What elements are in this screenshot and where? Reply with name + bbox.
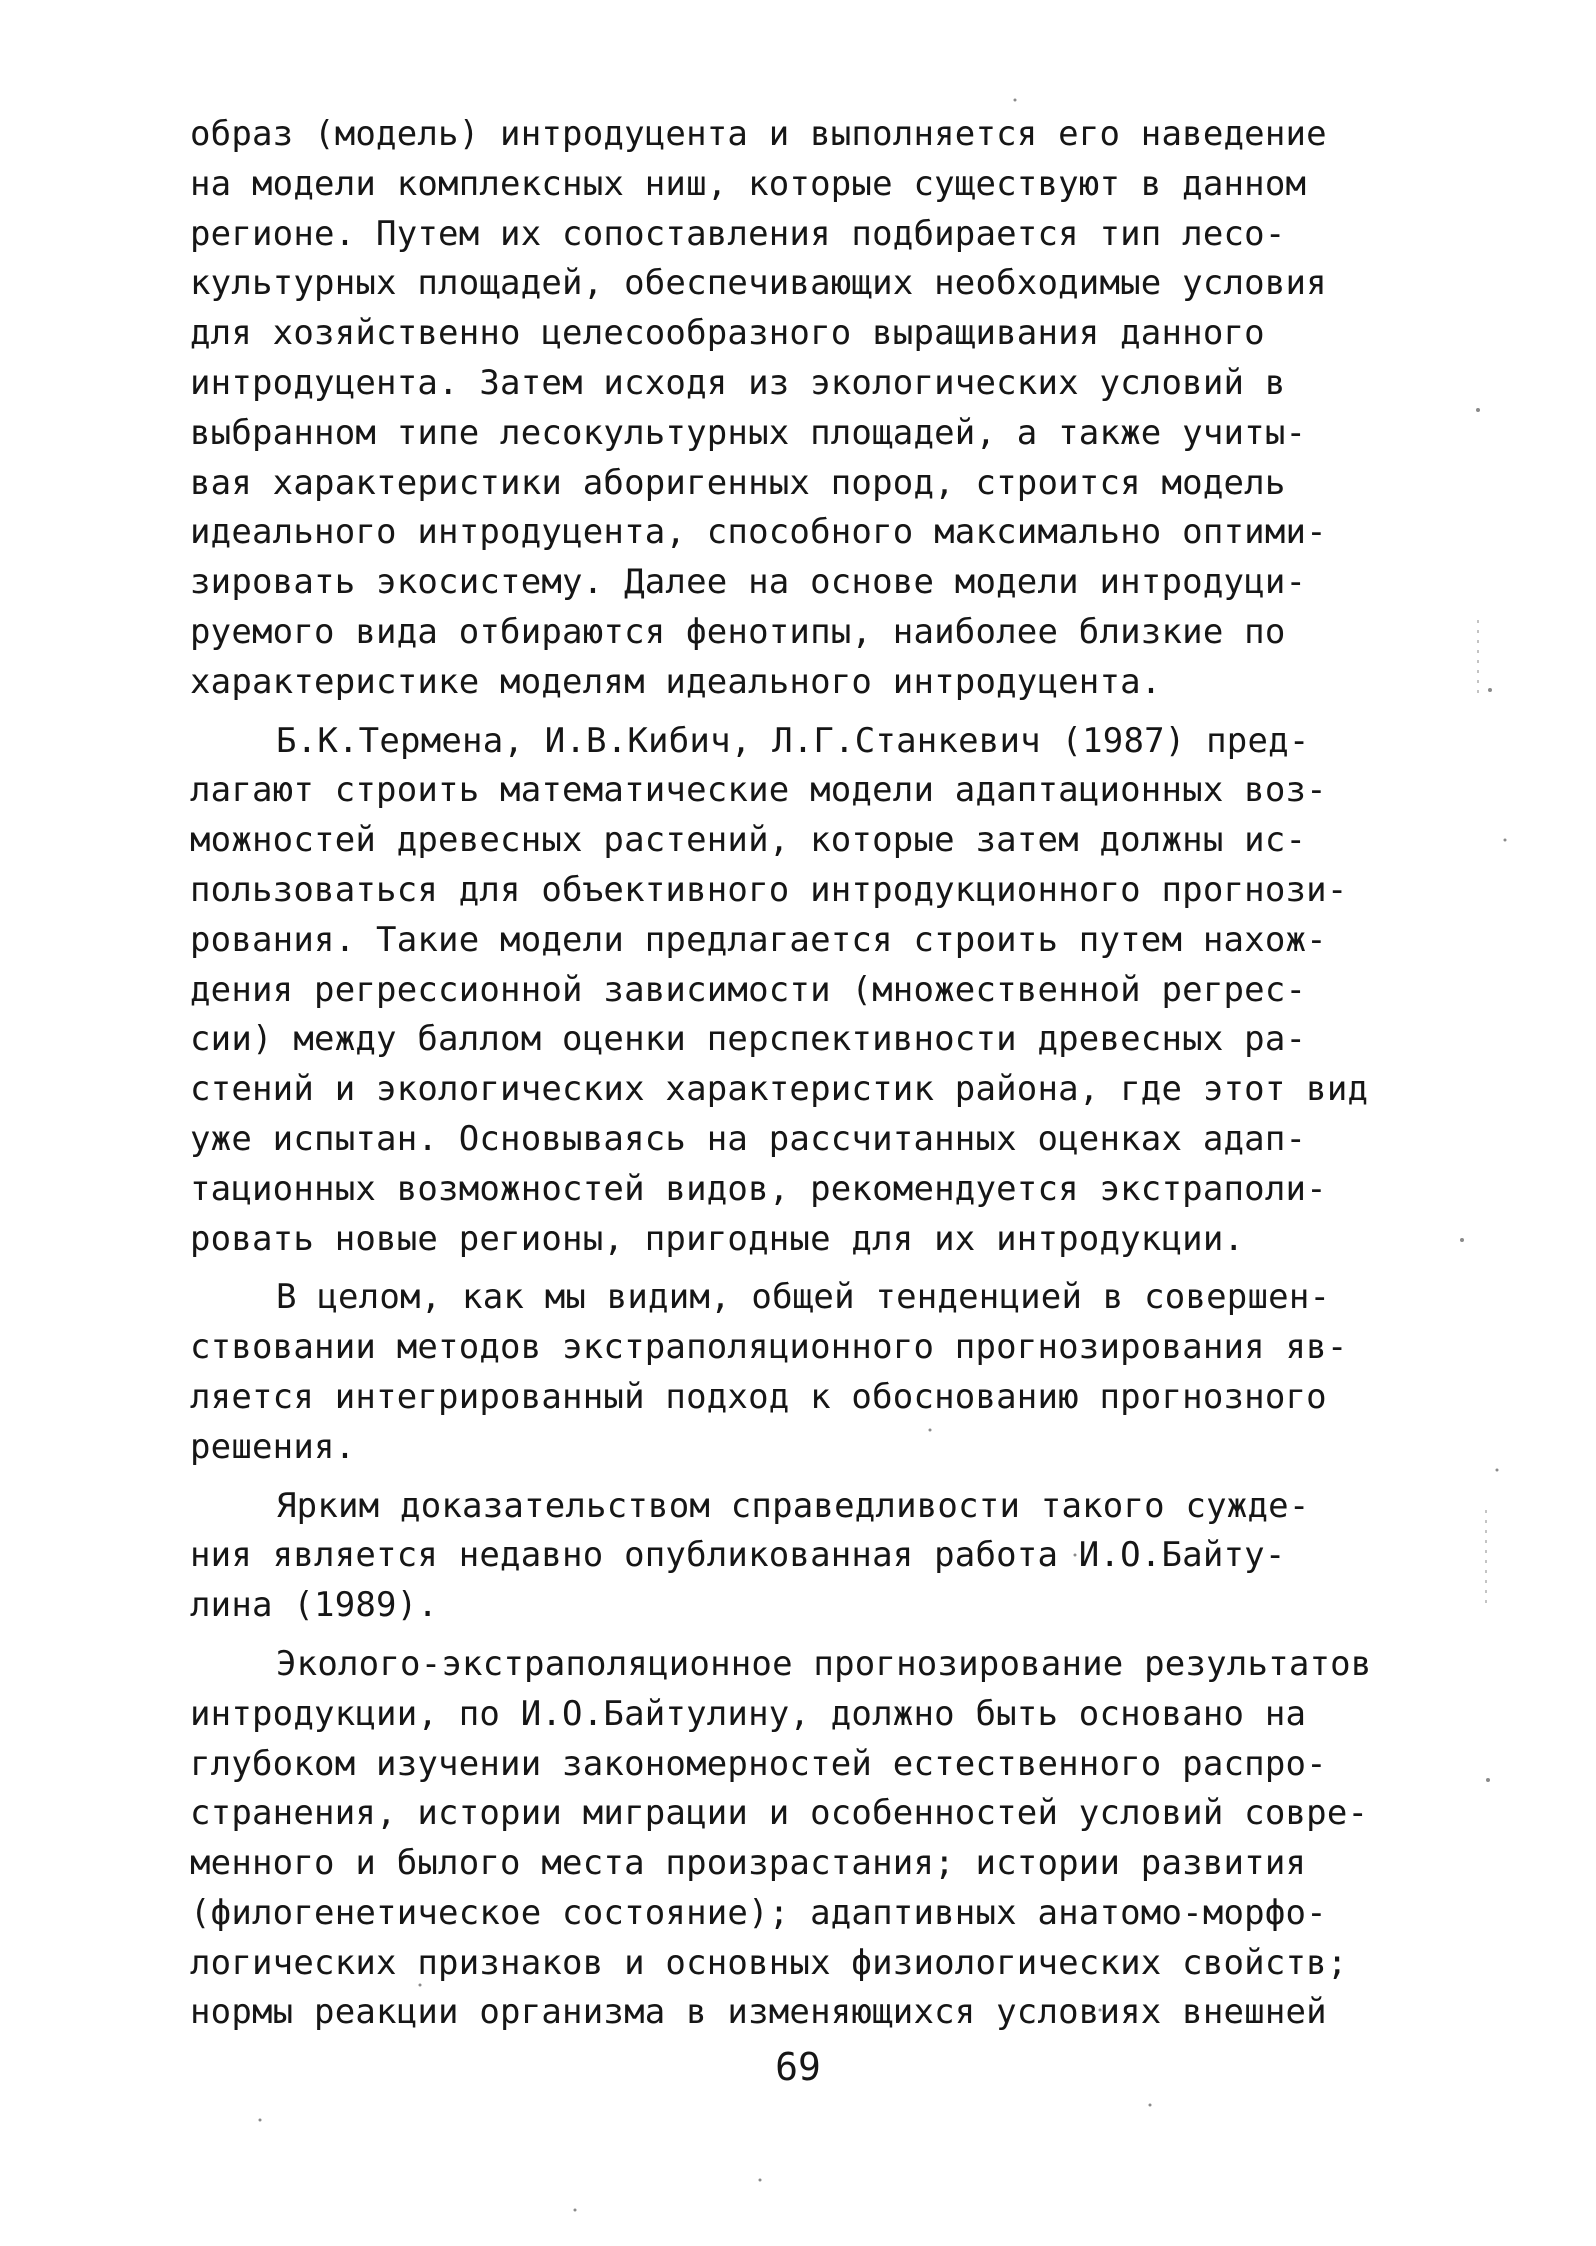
paragraph <box>190 1273 1520 1472</box>
text-line: ния является недавно опубликованная работа И.О.Байту- <box>190 1535 1286 1576</box>
text-line: ляется интегрированный подход к обоснованию прогнозного <box>190 1376 1327 1417</box>
text-line: интродукции, по И.О.Байтулину, должно быть основано на <box>190 1693 1307 1734</box>
text-line: на модели комплексных ниш, которые существуют в данном <box>190 163 1307 204</box>
text-line: лагают строить математические модели адаптационных воз- <box>190 770 1327 811</box>
paragraph <box>190 717 1520 1265</box>
page-number: 69 <box>775 2045 821 2089</box>
body-text <box>190 110 1520 2047</box>
text-line: ровать новые регионы, пригодные для их интродукции. <box>190 1218 1245 1259</box>
text-line: вая характеристики аборигенных пород, строится модель <box>190 462 1286 503</box>
text-line: Ярким доказательством справедливости такого сужде- <box>276 1485 1310 1526</box>
text-line: сии) между баллом оценки перспективности древесных ра- <box>190 1019 1307 1060</box>
text-line: лина (1989). <box>190 1585 439 1626</box>
text-line: (филогенетическое состояние); адаптивных анатомо-морфо- <box>190 1892 1327 1933</box>
paragraph <box>190 1482 1520 1631</box>
text-line: менного и былого места произрастания; истории развития <box>190 1843 1307 1884</box>
text-line: рования. Такие модели предлагается строить путем нахож- <box>190 919 1327 960</box>
text-line: пользоваться для объективного интродукционного прогнози- <box>190 869 1348 910</box>
paragraph <box>190 1640 1520 2038</box>
text-line: В целом, как мы видим, общей тенденцией в совершен- <box>276 1277 1331 1318</box>
text-line: странения, истории миграции и особенностей условий совре- <box>190 1793 1369 1834</box>
text-line: уже испытан. Основываясь на рассчитанных оценках адап- <box>190 1118 1307 1159</box>
text-line: стений и экологических характеристик района, где этот вид <box>190 1069 1369 1110</box>
text-line: Эколого-экстраполяционное прогнозирование результатов <box>276 1643 1372 1684</box>
text-line: характеристике моделям идеального интродуцента. <box>190 661 1162 702</box>
text-line: тационных возможностей видов, рекомендуется экстраполи- <box>190 1168 1327 1209</box>
text-line: нормы реакции организма в изменяющихся условиях внешней <box>190 1992 1327 2033</box>
text-line: дения регрессионной зависимости (множественной регрес- <box>190 969 1307 1010</box>
text-line: выбранном типе лесокультурных площадей, а также учиты- <box>190 412 1307 453</box>
paragraph <box>190 110 1520 708</box>
text-line: образ (модель) интродуцента и выполняется его наведение <box>190 114 1327 154</box>
text-line: логических признаков и основных физиологических свойств; <box>190 1942 1348 1983</box>
text-line: руемого вида отбираются фенотипы, наиболее близкие по <box>190 611 1286 652</box>
text-line: регионе. Путем их сопоставления подбирается тип лесо- <box>190 213 1286 254</box>
text-line: для хозяйственно целесообразного выращивания данного <box>190 313 1265 354</box>
text-line: идеального интродуцента, способного максимально оптими- <box>190 512 1327 553</box>
text-line: можностей древесных растений, которые затем должны ис- <box>190 820 1307 861</box>
text-line: зировать экосистему. Далее на основе модели интродуци- <box>190 562 1307 603</box>
text-line: интродуцента. Затем исходя из экологических условий в <box>190 362 1286 403</box>
text-line: культурных площадей, обеспечивающих необходимые условия <box>190 263 1327 304</box>
text-line: глубоком изучении закономерностей естественного распро- <box>190 1743 1327 1784</box>
text-line: ствовании методов экстраполяционного прогнозирования яв- <box>190 1327 1348 1368</box>
text-line: решения. <box>190 1426 356 1467</box>
text-line: Б.К.Термена, И.В.Кибич, Л.Г.Станкевич (1987) пред- <box>276 720 1310 761</box>
